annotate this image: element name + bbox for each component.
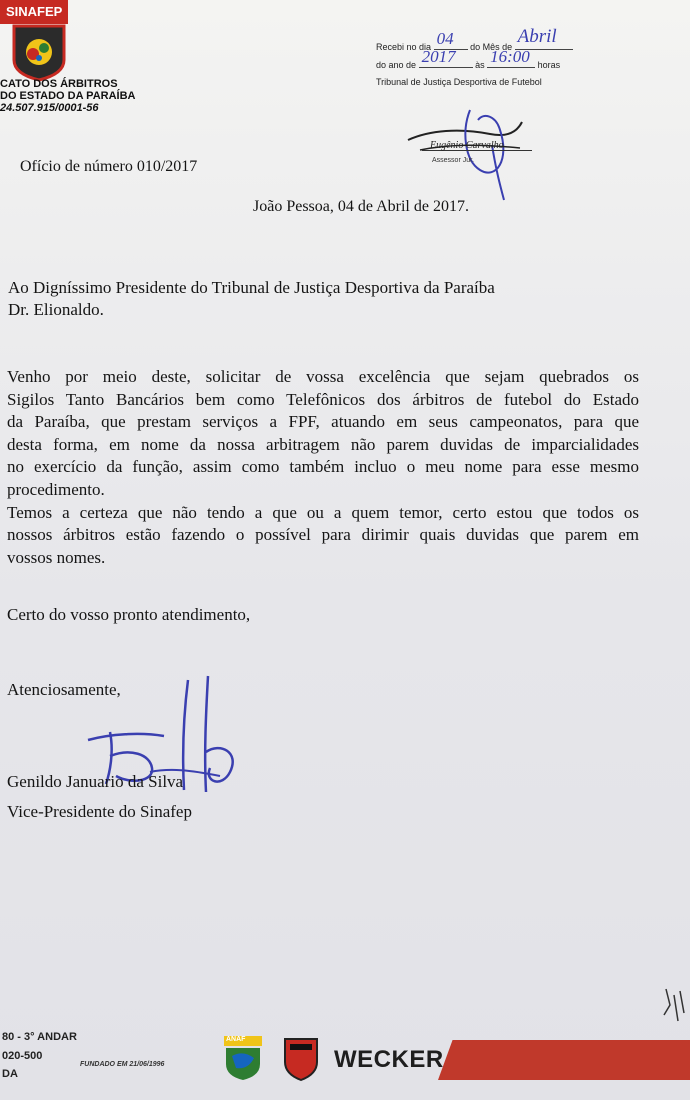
stamp-label-month: do Mês de [470,42,513,52]
signer-name: Genildo Januario da Silva [7,772,184,791]
closing-line: Certo do vosso pronto atendimento, [7,605,251,624]
body-line: procedimento. [7,479,105,499]
sinafep-crest-logo [8,22,70,82]
org-name-line2: DO ESTADO DA PARAÍBA [0,90,136,102]
body-line: Sigilos Tanto Bancários bem como Telefônicos dos árbitros de futebol do Estado [7,389,639,409]
founded-date: FUNDADO EM 21/06/1996 [80,1061,165,1068]
fpf-shield-logo [282,1036,320,1082]
stamp-label-year: do ano de [376,60,417,70]
body-line: desta forma, em nome da nossa arbitragem não parem duvidas de imparcialidades [7,434,639,454]
closing-salutation: Atenciosamente, [7,680,121,699]
org-cnpj: 24.507.915/0001-56 [0,102,99,114]
body-line: da Paraíba, que prestam serviços a FPF, atuando em seus campeonatos, para que [7,412,639,432]
body-line: vossos nomes. [7,547,106,567]
footer-address-line3: DA [2,1068,18,1080]
org-name-line1: CATO DOS ÁRBITROS [0,78,118,90]
wecker-logo: WECKER [334,1046,444,1073]
addressee-line2: Dr. Elionaldo. [8,300,104,319]
oficio-number: Ofício de número 010/2017 [20,158,198,175]
stamp-label-at: às [475,60,485,70]
org-header [0,78,135,114]
stamp-day-value: 04 [436,29,454,48]
footer-address-line2: 020-500 [2,1050,43,1062]
body-line: nossos árbitros estão fazendo o possível para dirimir quais duvidas que parem em [7,525,639,545]
stamp-year-value: 2017 [421,47,456,66]
stamp-court: Tribunal de Justiça Desportiva de Futebol [376,77,542,87]
receipt-signature-scribble [400,100,560,210]
anaf-label: ANAF [226,1036,246,1043]
letter-date: João Pessoa, 04 de Abril de 2017. [253,198,469,215]
stamp-signer-name: Eugênio Carvalho [430,140,504,151]
body-line: Temos a certeza que não tendo a que ou a quem temor, certo estou que todos os [7,502,639,522]
footer-red-band [438,1040,690,1080]
stamp-hour-value: 16:00 [490,47,530,66]
stamp-label-hours: horas [537,60,561,70]
margin-scribble [660,985,688,1025]
footer-address-line1: 80 - 3° ANDAR [2,1031,77,1043]
letter-body [7,366,639,569]
stamp-month-value: Abril [517,26,557,47]
body-line: Venho por meio deste, solicitar de vossa excelência que sejam quebrados os [7,367,639,386]
addressee-line1: Ao Digníssimo Presidente do Tribunal de Justiça Desportiva da Paraíba [8,278,495,297]
logo-banner: SINAFEP [0,0,68,24]
body-line: no exercício da função, assim como também incluo o meu nome para esse mesmo [7,457,639,477]
signer-role: Vice-Presidente do Sinafep [7,802,192,821]
stamp-label-day: Recebi no dia [376,42,432,52]
stamp-signer-role: Assessor Jur. [432,157,475,164]
